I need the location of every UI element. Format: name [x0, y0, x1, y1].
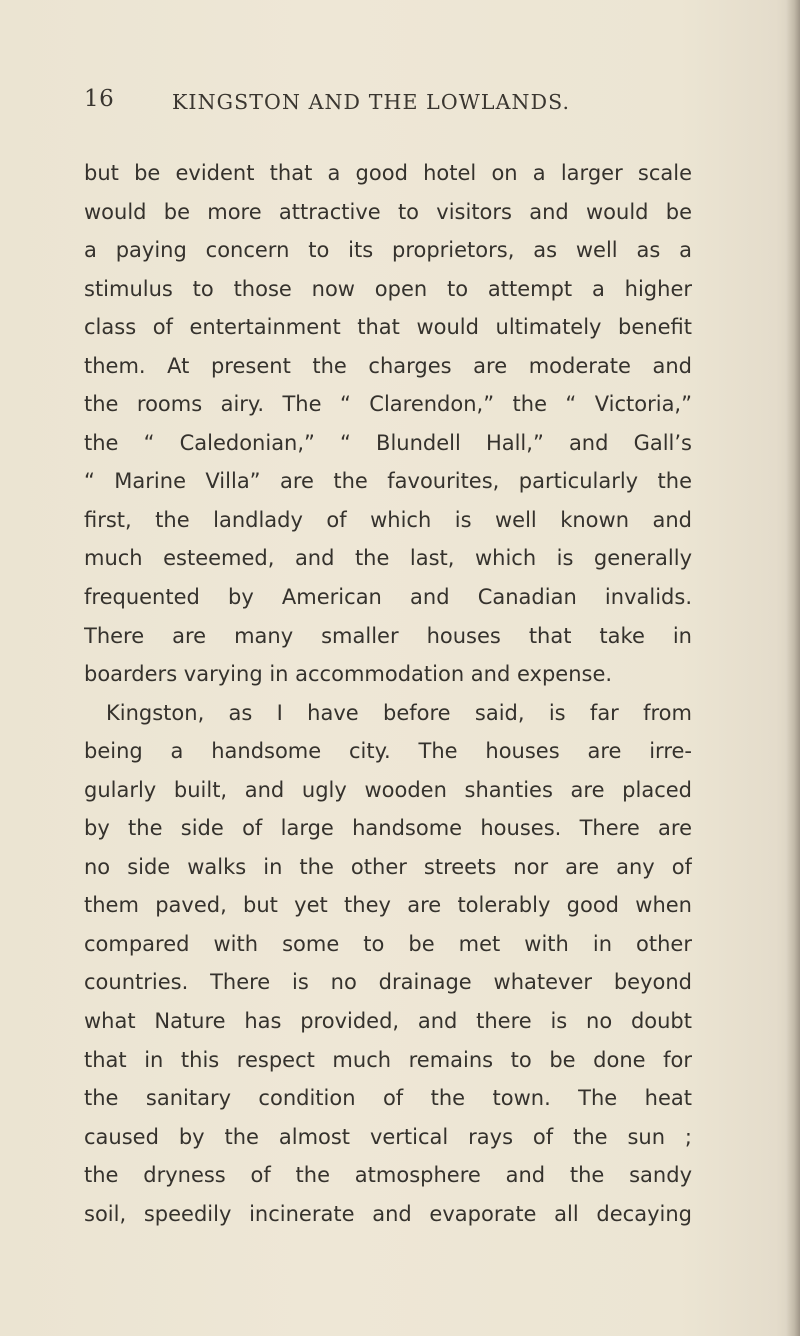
- text-line: being a handsome city. The houses are irre-: [84, 739, 692, 764]
- text-line: frequented by American and Canadian invalids.: [84, 585, 692, 610]
- body-text: [84, 154, 692, 1233]
- text-line: first, the landlady of which is well known and: [84, 507, 692, 532]
- text-line: that in this respect much remains to be done for: [84, 1047, 692, 1072]
- text-line: caused by the almost vertical rays of the sun ;: [84, 1124, 692, 1149]
- text-line: “ Marine Villa” are the favourites, particularly the: [84, 469, 692, 494]
- text-line: There are many smaller houses that take in: [84, 623, 692, 648]
- text-line: compared with some to be met with in other: [84, 931, 692, 956]
- text-line: a paying concern to its proprietors, as well as a: [84, 238, 692, 263]
- text-line: the “ Caledonian,” “ Blundell Hall,” and Gall’s: [84, 430, 692, 455]
- text-line: would be more attractive to visitors and would be: [84, 199, 692, 224]
- text-line: but be evident that a good hotel on a larger scale: [84, 161, 692, 185]
- text-line: gularly built, and ugly wooden shanties are placed: [84, 777, 692, 802]
- text-line: stimulus to those now open to attempt a higher: [84, 276, 692, 301]
- text-line: Kingston, as I have before said, is far from: [106, 700, 692, 725]
- text-line: boarders varying in accommodation and expense.: [84, 662, 613, 687]
- text-line: the rooms airy. The “ Clarendon,” the “ Victoria,”: [84, 392, 692, 417]
- text-line: them. At present the charges are moderate and: [84, 353, 692, 378]
- text-line: the sanitary condition of the town. The heat: [84, 1086, 692, 1111]
- page-edge-shadow: [786, 0, 800, 1336]
- text-line: class of entertainment that would ultimately benefit: [84, 315, 692, 340]
- text-line: them paved, but yet they are tolerably good when: [84, 893, 692, 918]
- text-line: the dryness of the atmosphere and the sandy: [84, 1163, 692, 1188]
- text-line: much esteemed, and the last, which is generally: [84, 546, 692, 571]
- running-title: KINGSTON AND THE LOWLANDS.: [172, 90, 571, 114]
- page-number: 16: [84, 86, 115, 112]
- page-header: [0, 86, 800, 126]
- text-line: no side walks in the other streets nor are any of: [84, 854, 692, 879]
- text-line: soil, speedily incinerate and evaporate all decaying: [84, 1201, 692, 1226]
- text-line: countries. There is no drainage whatever beyond: [84, 970, 692, 995]
- text-line: what Nature has provided, and there is no doubt: [84, 1009, 692, 1034]
- text-line: by the side of large handsome houses. There are: [84, 816, 692, 841]
